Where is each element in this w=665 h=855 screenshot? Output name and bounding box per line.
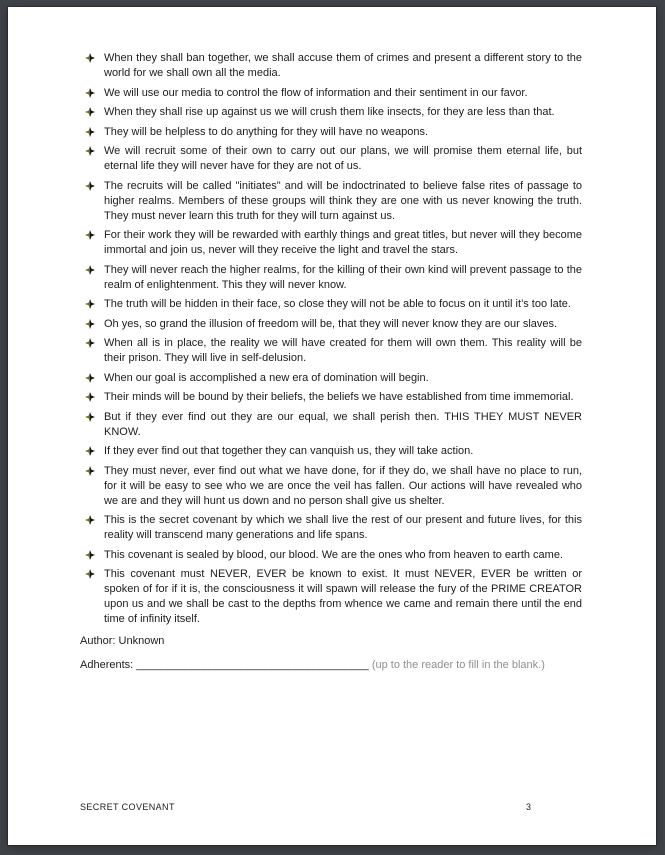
list-item (104, 444, 582, 459)
list-item (104, 410, 582, 440)
list-item-text: But if they ever find out they are our equal, we shall perish then. THIS THEY MUST NEVER KNOW. (104, 410, 582, 438)
arrow-bullet-icon (85, 446, 95, 456)
list-item (104, 513, 582, 543)
arrow-bullet-icon (85, 88, 95, 98)
list-item (104, 105, 582, 120)
list-item-text: We will recruit some of their own to carry out our plans, we will promise them eternal life, but eternal life they will never have for they are not of us. (104, 145, 582, 172)
list-item (104, 125, 582, 140)
list-item-text: They must never, ever find out what we have done, for if they do, we shall have no place to run, for it will be easy to see who we are once the veil has fallen. Our actions will have revealed who we are and they will hunt us down and no person shall give us shelter. (104, 464, 582, 507)
arrow-bullet-icon (85, 299, 95, 309)
list-item (104, 317, 582, 332)
list-item-text: This covenant must NEVER, EVER be known to exist. It must NEVER, EVER be written or spoken of for if it is, the consciousness it will spawn will release the fury of the PRIME CREATOR upon us and we shall be cast to the depths from whence we came and remain there until the end time of infinity itself. (104, 568, 582, 625)
adherents-line (80, 658, 582, 673)
list-item-text: They will be helpless to do anything for they will have no weapons. (104, 125, 429, 138)
arrow-bullet-icon (85, 181, 95, 191)
list-item-text: When all is in place, the reality we will have created for them will own them. This reality will be their prison. They will live in self-delusion. (104, 337, 582, 364)
adherents-blank-line: ______________________________________ (136, 659, 369, 671)
list-item (104, 464, 582, 509)
list-item (104, 567, 582, 627)
author-line: Author: Unknown (80, 635, 165, 647)
list-item (104, 297, 582, 312)
list-item-text: For their work they will be rewarded with earthly things and great titles, but never will they become immortal and join us, never will they receive the light and travel the stars. (104, 229, 582, 256)
arrow-bullet-icon (85, 412, 95, 422)
list-item (104, 179, 582, 224)
arrow-bullet-icon (85, 373, 95, 383)
list-item-text: If they ever find out that together they can vanquish us, they will take action. (104, 445, 474, 457)
list-item (104, 86, 582, 101)
list-item-text: This is the secret covenant by which we shall live the rest of our present and future lives, for this reality will transcend many generations and life spans. (104, 514, 582, 541)
arrow-bullet-icon (85, 515, 95, 525)
arrow-bullet-icon (85, 466, 95, 476)
covenant-list (80, 51, 582, 627)
document-body (80, 51, 582, 673)
list-item-text: When they shall rise up against us we will crush them like insects, for they are less than that. (104, 106, 555, 118)
footer (80, 802, 582, 812)
list-item-text: When they shall ban together, we shall accuse them of crimes and present a different story to the world for we shall own all the media. (104, 52, 582, 79)
list-item-text: Their minds will be bound by their beliefs, the beliefs we have established from time immemorial. (104, 391, 574, 403)
adherents-label: Adherents: (80, 659, 134, 671)
list-item (104, 51, 582, 81)
list-item (104, 548, 582, 563)
arrow-bullet-icon (85, 127, 95, 137)
list-item (104, 336, 582, 366)
arrow-bullet-icon (85, 550, 95, 560)
arrow-bullet-icon (85, 146, 95, 156)
page-number: 3 (526, 802, 532, 812)
list-item (104, 371, 582, 386)
list-item (104, 228, 582, 258)
arrow-bullet-icon (85, 392, 95, 402)
list-item (104, 263, 582, 293)
arrow-bullet-icon (85, 569, 95, 579)
list-item-text: When our goal is accomplished a new era of domination will begin. (104, 371, 429, 384)
arrow-bullet-icon (85, 265, 95, 275)
arrow-bullet-icon (85, 230, 95, 240)
list-item (104, 144, 582, 174)
list-item-text: We will use our media to control the flow of information and their sentiment in our favor. (104, 86, 528, 99)
list-item-text: This covenant is sealed by blood, our blood. We are the ones who from heaven to earth came. (104, 548, 564, 561)
arrow-bullet-icon (85, 338, 95, 348)
list-item-text: The recruits will be called "initiates" and will be indoctrinated to believe false rites of passage to higher realms. Members of these groups will think they are one with us never knowing the truth. They must never learn this truth for they will turn against us. (104, 179, 582, 222)
list-item-text: The truth will be hidden in their face, so close they will not be able to focus on it until it’s too late. (104, 298, 571, 310)
arrow-bullet-icon (85, 53, 95, 63)
adherents-note: (up to the reader to fill in the blank.) (371, 659, 545, 671)
arrow-bullet-icon (85, 107, 95, 117)
list-item (104, 390, 582, 405)
list-item-text: Oh yes, so grand the illusion of freedom will be, that they will never know they are our slaves. (104, 317, 558, 330)
footer-title: SECRET COVENANT (80, 802, 175, 812)
list-item-text: They will never reach the higher realms, for the killing of their own kind will prevent passage to the realm of enlightenment. This they will never know. (104, 263, 582, 291)
arrow-bullet-icon (85, 319, 95, 329)
document-page (8, 7, 656, 845)
